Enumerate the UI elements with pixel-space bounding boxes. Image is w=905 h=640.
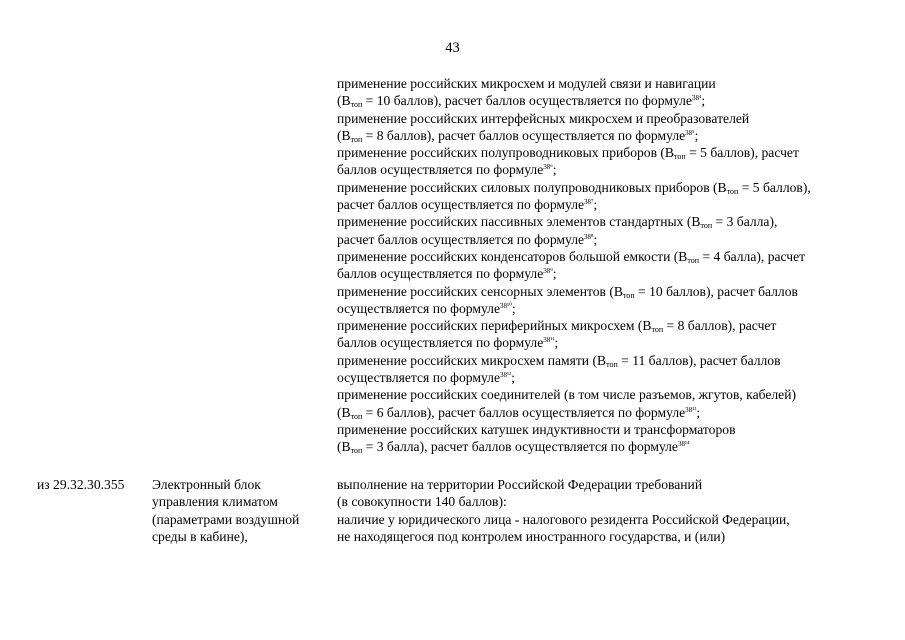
requirement-line xyxy=(337,144,897,161)
product-requirements xyxy=(337,476,897,545)
product-code: из 29.32.30.355 xyxy=(37,477,125,492)
subscript-top: топ xyxy=(674,152,686,162)
formula-ref: 38⁴ xyxy=(691,94,702,103)
subscript-top: топ xyxy=(687,255,700,265)
requirement-text: ; xyxy=(511,370,515,386)
subscript-top: топ xyxy=(606,359,618,369)
formula-ref: 38¹¹ xyxy=(543,336,555,345)
requirement-line xyxy=(337,213,897,230)
subscript-top: топ xyxy=(726,186,739,196)
requirement-line xyxy=(337,404,897,421)
subscript-top: топ xyxy=(622,290,635,300)
requirement-text: расчет баллов осуществляется по формуле xyxy=(337,231,585,247)
requirement-line xyxy=(337,438,897,455)
page-number: 43 xyxy=(445,40,460,56)
requirement-text: осуществляется по формуле xyxy=(337,370,500,386)
requirement-line xyxy=(337,179,897,196)
requirement-text: ; xyxy=(552,162,557,178)
product-name-line: среды в кабине), xyxy=(152,528,248,544)
requirement-line: не находящегося под контролем иностранного государства, и (или) xyxy=(337,528,726,544)
requirement-line xyxy=(337,386,897,403)
formula-ref: 38¹³ xyxy=(685,405,697,414)
requirement-text: баллов осуществляется по формуле xyxy=(337,266,544,282)
formula-ref: 38⁶ xyxy=(543,163,553,172)
requirement-text: = 8 баллов), расчет баллов осуществляется по формуле xyxy=(362,127,686,143)
requirement-text: применение российских полупроводниковых приборов (В xyxy=(337,145,674,161)
requirement-text: (В xyxy=(337,404,351,420)
requirement-text: применение российских сенсорных элементов (В xyxy=(337,283,623,299)
requirement-line xyxy=(337,369,897,386)
requirement-line: (в совокупности 140 баллов): xyxy=(337,494,507,510)
requirement-text: (В xyxy=(337,439,351,455)
formula-ref: 38¹⁴ xyxy=(677,440,690,449)
requirement-text: = 10 баллов), расчет баллов осуществляется по формуле xyxy=(362,93,692,109)
requirement-text: = 3 балла), xyxy=(712,214,778,230)
requirement-line xyxy=(337,231,897,248)
requirement-line xyxy=(337,265,897,282)
formula-ref: 38⁸ xyxy=(584,232,594,241)
requirement-text: = 10 баллов), расчет баллов xyxy=(634,283,798,299)
requirement-text: (В xyxy=(337,127,351,143)
requirement-text: применение российских катушек индуктивности и трансформаторов xyxy=(337,421,736,437)
requirement-line xyxy=(337,283,897,300)
product-name-line: Электронный блок xyxy=(152,477,261,492)
requirement-text: ; xyxy=(694,127,699,143)
requirement-text: расчет баллов осуществляется по формуле xyxy=(337,197,585,213)
requirement-text: = 6 баллов), расчет баллов осуществляется по формуле xyxy=(362,404,686,420)
requirement-text: (В xyxy=(337,93,351,109)
requirement-text: осуществляется по формуле xyxy=(337,300,500,316)
requirement-line xyxy=(337,421,897,438)
requirement-line xyxy=(337,196,897,213)
formula-ref: 38⁷ xyxy=(584,198,594,207)
requirement-text: ; xyxy=(701,93,706,109)
requirement-text: баллов осуществляется по формуле xyxy=(337,335,544,351)
requirement-line: наличие у юридического лица - налогового резидента Российской Федерации, xyxy=(337,511,790,527)
requirement-text: = 5 баллов), расчет xyxy=(685,145,799,161)
requirement-text: применение российских микросхем памяти (В xyxy=(337,352,607,368)
requirement-line xyxy=(337,334,897,351)
subscript-top: топ xyxy=(350,411,363,421)
requirement-text: применение российских конденсаторов большой емкости (В xyxy=(337,248,688,264)
formula-ref: 38¹² xyxy=(500,371,512,380)
requirement-text: = 8 баллов), расчет xyxy=(663,318,777,334)
subscript-top: топ xyxy=(350,100,363,110)
requirement-text: = 11 баллов), расчет баллов xyxy=(617,352,781,368)
requirement-text: ; xyxy=(511,300,516,316)
requirement-line xyxy=(337,92,897,109)
requirement-text: ; xyxy=(593,197,598,213)
requirement-line xyxy=(337,161,897,178)
requirement-text: применение российских периферийных микросхем (В xyxy=(337,318,652,334)
requirement-text: ; xyxy=(554,335,559,351)
formula-ref: 38⁹ xyxy=(543,267,553,276)
subscript-top: топ xyxy=(350,134,363,144)
requirement-text: ; xyxy=(593,231,598,247)
requirement-text: = 4 балла), расчет xyxy=(699,248,806,264)
subscript-top: топ xyxy=(700,221,713,231)
requirement-text: = 5 баллов), xyxy=(738,179,811,195)
requirements-continued xyxy=(337,75,897,456)
requirement-line xyxy=(337,110,897,127)
requirement-line xyxy=(337,127,897,144)
product-name-line: управления климатом xyxy=(152,494,278,510)
formula-ref: 38⁵ xyxy=(685,128,695,137)
subscript-top: топ xyxy=(350,446,363,456)
requirement-text: = 3 балла), расчет баллов осуществляется по формуле xyxy=(362,439,678,455)
requirement-line xyxy=(337,300,897,317)
product-name xyxy=(152,476,327,545)
requirement-line xyxy=(337,317,897,334)
formula-ref: 38¹⁰ xyxy=(500,301,512,310)
subscript-top: топ xyxy=(651,325,664,335)
requirement-text: применение российских соединителей (в том числе разъемов, жгутов, кабелей) xyxy=(337,387,796,403)
requirement-text: баллов осуществляется по формуле xyxy=(337,162,544,178)
requirement-text: применение российских интерфейсных микросхем и преобразователей xyxy=(337,110,750,126)
requirement-text: применение российских пассивных элементов стандартных (В xyxy=(337,214,701,230)
requirement-line: выполнение на территории Российской Федерации требований xyxy=(337,477,703,492)
requirement-line xyxy=(337,75,897,92)
requirement-text: ; xyxy=(696,404,701,420)
requirement-text: применение российских микросхем и модулей связи и навигации xyxy=(337,76,716,91)
requirement-text: применение российских силовых полупроводниковых приборов (В xyxy=(337,179,727,195)
product-name-line: (параметрами воздушной xyxy=(152,511,300,527)
requirement-text: ; xyxy=(552,266,557,282)
requirement-line xyxy=(337,352,897,369)
requirement-line xyxy=(337,248,897,265)
